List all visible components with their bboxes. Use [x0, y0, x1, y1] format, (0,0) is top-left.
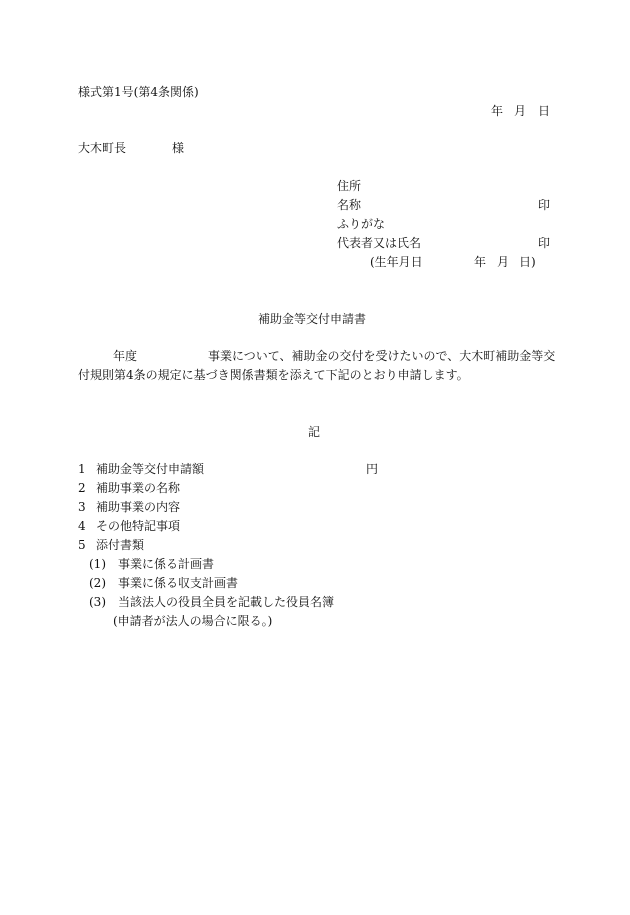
body-text-line-1: 事業について、補助金の交付を受けたいので、大木町補助金等交 [208, 349, 556, 363]
body-text-line-2: 付規則第4条の規定に基づき関係書類を添えて下記のとおり申請します。 [78, 368, 469, 382]
furigana-label: ふりがな [337, 217, 386, 231]
item-label: 添付書類 [96, 538, 145, 552]
sub-item-number: (2) [89, 576, 106, 590]
sub-item-label: 当該法人の役員全員を記載した役員名簿 [118, 595, 335, 609]
item-number: 2 [78, 481, 86, 495]
sub-item-label: 事業に係る収支計画書 [118, 576, 239, 590]
item-number: 5 [78, 538, 86, 552]
representative-label: 代表者又は氏名 [337, 236, 422, 250]
addressee-honorific: 様 [172, 141, 185, 155]
name-label: 名称 [337, 198, 362, 212]
body-fiscal-year: 年度 [113, 349, 138, 363]
addressee-name: 大木町長 [78, 141, 127, 155]
birthdate-day: 日) [519, 255, 536, 269]
date-day: 日 [538, 104, 551, 118]
form-number: 様式第1号(第4条関係) [78, 85, 199, 99]
item-number: 4 [78, 519, 86, 533]
birthdate-label: (生年月日 [370, 255, 423, 269]
birthdate-year: 年 [474, 255, 487, 269]
ki-heading: 記 [308, 425, 321, 439]
date-year: 年 [491, 104, 504, 118]
address-label: 住所 [337, 179, 362, 193]
sub-item-number: (3) [89, 595, 106, 609]
sub-item-label: 事業に係る計画書 [118, 557, 215, 571]
item-number: 1 [78, 462, 86, 476]
item-label: その他特記事項 [96, 519, 181, 533]
yen-unit: 円 [366, 462, 379, 476]
item-label: 補助事業の名称 [96, 481, 181, 495]
document-title: 補助金等交付申請書 [258, 312, 367, 326]
seal-mark: 印 [538, 236, 551, 250]
date-month: 月 [514, 104, 527, 118]
birthdate-month: 月 [497, 255, 510, 269]
item-number: 3 [78, 500, 86, 514]
item-label: 補助金等交付申請額 [96, 462, 205, 476]
item-label: 補助事業の内容 [96, 500, 181, 514]
sub-item-note: (申請者が法人の場合に限る。) [113, 614, 273, 628]
sub-item-number: (1) [89, 557, 106, 571]
seal-mark: 印 [538, 198, 551, 212]
